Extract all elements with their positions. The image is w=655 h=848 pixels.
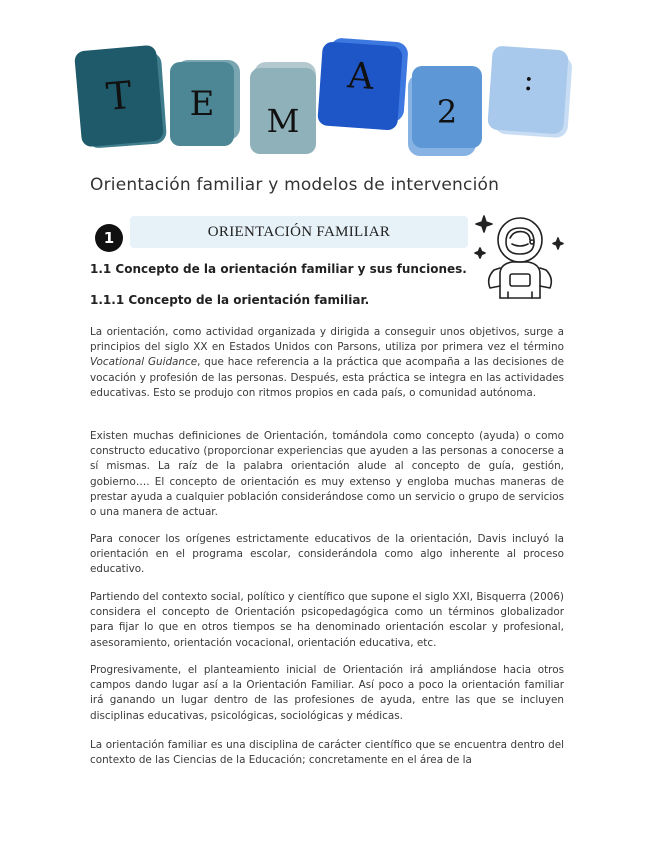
tile-face: [170, 62, 234, 146]
tile-letter: A: [346, 54, 376, 98]
document-subtitle: Orientación familiar y modelos de intervención: [90, 175, 500, 195]
tile-face: [74, 45, 164, 148]
paragraph-5: Progresivamente, el planteamiento inicial de Orientación irá ampliándose hacia otros campos dando lugar así a la Orientación Familiar. Así poco a poco la orientación familiar irá ganando un lugar dentro de las profesiones de ayuda, entre las que se incluyen disciplinas educativas, psicológicas, sociológicas y médicas.: [90, 664, 564, 722]
tile-letter: :: [522, 62, 535, 98]
heading-1-1-1: 1.1.1 Concepto de la orientación familiar.: [90, 293, 370, 307]
astronaut-icon: [470, 208, 570, 308]
paragraph-1: [90, 325, 564, 401]
tile-letter: E: [189, 84, 215, 124]
tile-face: [250, 68, 316, 154]
tile-face: [317, 41, 403, 130]
heading-1-1: 1.1 Concepto de la orientación familiar y sus funciones.: [90, 262, 467, 276]
paragraph-italic-term: Vocational Guidance: [90, 356, 198, 369]
tile-letter: M: [266, 102, 300, 140]
paragraph-2: Existen muchas definiciones de Orientación, tomándola como concepto (ayuda) o como constructo educativo (proporcionar experiencias que ayuden a las personas a conocerse a sí mismas. La raíz de la palabra orientación alude al concepto de guía, gestión, gobierno…. El concepto de orientación es muy extenso y engloba muchas maneras de prestar ayuda a cualquier población considerándose como un servicio o grupo de servicios o una manera de actuar.: [90, 430, 564, 519]
section-title-bar: [130, 216, 468, 248]
paragraph-text: , que hace referencia a la práctica que acompaña a las decisiones de vocación y profesión de las personas. Después, esta práctica se integra en las actividades educativas. Esto se produjo con ritmos propios en cada país, o comunidad autónoma.: [90, 356, 564, 399]
section-number-badge: 1: [95, 224, 123, 252]
paragraph-3: Para conocer los orígenes estrictamente educativos de la orientación, Davis incluyó la orientación en el programa escolar, considerándola como algo inherente al proceso educativo.: [90, 533, 564, 576]
tile-face: [487, 45, 569, 134]
tile-letter: 2: [436, 93, 458, 131]
tile-face: [412, 66, 482, 148]
paragraph-4: Partiendo del contexto social, político y científico que supone el siglo XXI, Bisquerra (2006) considera el concepto de Orientación psicopedagógica como un términos globalizador para fijar lo que en otros tiempos se ha denominado orientación escolar y profesional, asesoramiento, orientación vocacional, orientación educativa, etc.: [90, 591, 564, 649]
tile-letter: T: [104, 72, 134, 120]
paragraph-6: La orientación familiar es una disciplina de carácter científico que se encuentra dentro del contexto de las Ciencias de la Educación; concretamente en el área de la: [90, 739, 564, 767]
section-title: ORIENTACIÓN FAMILIAR: [207, 223, 391, 240]
paragraph-text: La orientación, como actividad organizada y dirigida a conseguir unos objetivos, surge a principios del siglo XX en Estados Unidos con Parsons, utiliza por primera vez el término: [90, 326, 564, 354]
